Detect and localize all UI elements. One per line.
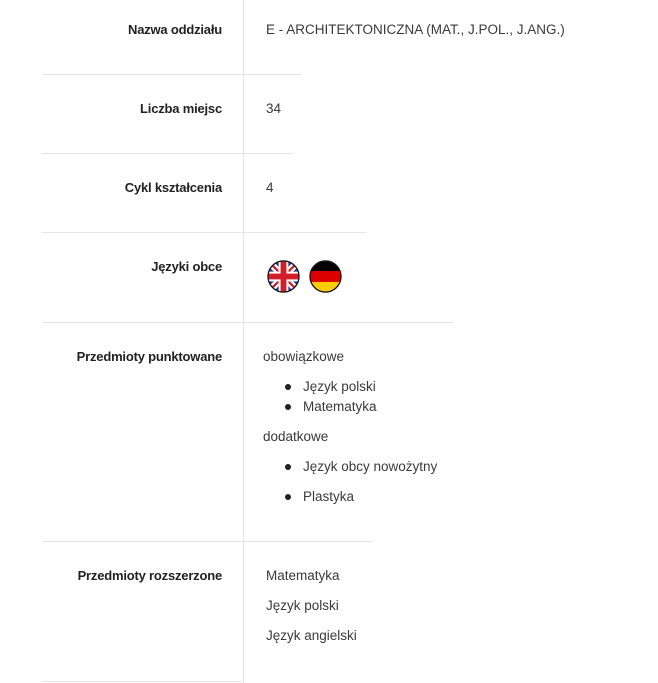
extended-subject: Matematyka <box>266 568 340 583</box>
column-divider <box>243 0 244 683</box>
extended-subject: Język angielski <box>266 628 357 643</box>
list-item <box>303 489 354 504</box>
row-divider <box>42 541 372 542</box>
row-label-jezyki-obce: Języki obce <box>151 259 222 274</box>
subject-name: Język polski <box>303 379 376 394</box>
row-divider <box>42 153 293 154</box>
branch-name-value: E - ARCHITEKTONICZNA (MAT., J.POL., J.ANG.) <box>266 22 565 37</box>
list-item <box>303 379 376 394</box>
subject-name: Plastyka <box>303 489 355 504</box>
bullet-icon <box>285 464 291 470</box>
list-item <box>303 399 377 414</box>
row-label-przedmioty-rozszerzone: Przedmioty rozszerzone <box>77 568 222 583</box>
group-title-dodatkowe: dodatkowe <box>263 429 329 444</box>
bullet-icon <box>285 404 291 410</box>
education-cycle-value: 4 <box>266 180 274 195</box>
row-label-liczba-miejsc: Liczba miejsc <box>140 101 222 116</box>
row-divider <box>42 74 302 75</box>
list-item <box>303 459 437 474</box>
german-flag-icon <box>309 260 342 293</box>
bullet-icon <box>285 494 291 500</box>
row-label-cykl-ksztalcenia: Cykl kształcenia <box>124 180 222 195</box>
group-title-obowiazkowe: obowiązkowe <box>263 349 345 364</box>
row-label-nazwa-oddzialu: Nazwa oddziału <box>128 22 222 37</box>
extended-subject: Język polski <box>266 598 339 613</box>
subject-name: Matematyka <box>303 399 377 414</box>
row-label-przedmioty-punktowane: Przedmioty punktowane <box>76 349 222 364</box>
seats-count-value: 34 <box>266 101 282 116</box>
bullet-icon <box>285 384 291 390</box>
row-divider <box>42 681 242 682</box>
row-divider <box>42 232 366 233</box>
english-flag-icon <box>267 260 300 293</box>
subject-name: Język obcy nowożytny <box>303 459 438 474</box>
row-divider <box>42 322 454 323</box>
